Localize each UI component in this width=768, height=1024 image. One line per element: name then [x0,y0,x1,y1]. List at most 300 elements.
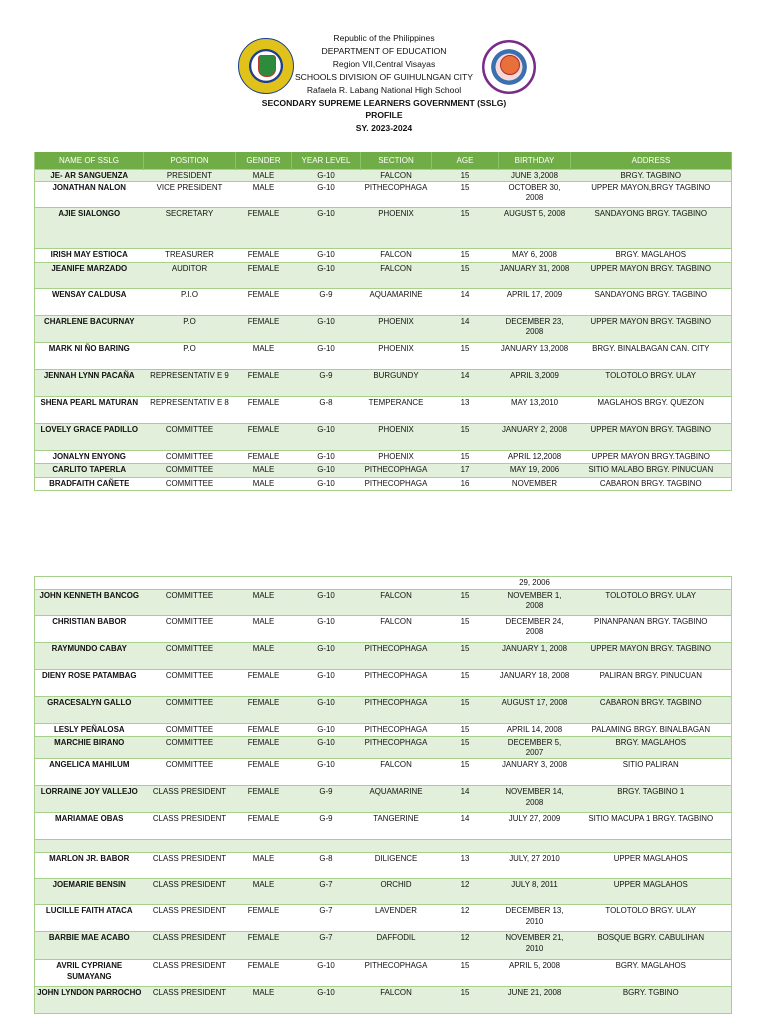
address-cell [571,577,732,590]
name-cell: BARBIE MAE ACABO [35,932,144,960]
birthday-cell: NOVEMBER [499,478,571,491]
birthday-cell: NOVEMBER 14, 2008 [499,786,571,813]
birthday-cell: AUGUST 17, 2008 [499,697,571,724]
address-cell: BRGY. BINALBAGAN CAN. CITY [571,343,732,370]
section-cell: AQUAMARINE [361,289,432,316]
gender-cell: MALE [236,987,292,1014]
age-cell: 15 [432,182,499,208]
birthday-cell: DECEMBER 24, 2008 [499,616,571,643]
year-level-cell: G-9 [292,786,361,813]
name-cell: JONALYN ENYONG [35,451,144,464]
table-row [35,289,732,316]
address-cell: SANDAYONG BRGY. TAGBINO [571,289,732,316]
position-cell: COMMITTEE [144,424,236,451]
section-cell: PITHECOPHAGA [361,478,432,491]
header-line: Republic of the Philippines [333,33,435,43]
name-cell: LUCILLE FAITH ATACA [35,905,144,932]
year-level-cell: G-9 [292,289,361,316]
column-header: AGE [432,152,499,170]
name-cell: IRISH MAY ESTIOCA [35,249,144,263]
gender-cell [236,577,292,590]
birthday-cell: NOVEMBER 1, 2008 [499,590,571,616]
section-cell: FALCON [361,263,432,289]
address-cell: SITIO MALABO BRGY. PINUCUAN [571,464,732,478]
address-cell: BRGY. MAGLAHOS [571,737,732,759]
address-cell: PALIRAN BRGY. PINUCUAN [571,670,732,697]
age-cell: 15 [432,208,499,249]
name-cell: LESLY PEÑALOSA [35,724,144,737]
age-cell: 14 [432,786,499,813]
position-cell: P.O [144,316,236,343]
header-line: DEPARTMENT OF EDUCATION [321,45,447,56]
section-cell: TEMPERANCE [361,397,432,424]
year-level-cell: G-8 [292,853,361,879]
address-cell: SITIO PALIRAN [571,759,732,786]
section-cell: PHOENIX [361,343,432,370]
gender-cell: FEMALE [236,451,292,464]
age-cell: 15 [432,697,499,724]
gender-cell: FEMALE [236,813,292,840]
position-cell: PRESIDENT [144,170,236,182]
birthday-cell: AUGUST 5, 2008 [499,208,571,249]
section-cell: BURGUNDY [361,370,432,397]
birthday-cell: JANUARY 18, 2008 [499,670,571,697]
age-cell: 12 [432,932,499,960]
gender-cell: FEMALE [236,289,292,316]
age-cell: 15 [432,643,499,670]
address-cell: SITIO MACUPA 1 BRGY. TAGBINO [571,813,732,840]
year-level-cell: G-10 [292,759,361,786]
age-cell: 15 [432,451,499,464]
column-header: SECTION [361,152,432,170]
year-level-cell: G-7 [292,932,361,960]
position-cell: REPRESENTATIV E 9 [144,370,236,397]
name-cell: JONATHAN NALON [35,182,144,208]
name-cell: CARLITO TAPERLA [35,464,144,478]
table-row [35,737,732,759]
address-cell: SANDAYONG BRGY. TAGBINO [571,208,732,249]
year-level-cell: G-10 [292,343,361,370]
year-level-cell: G-10 [292,960,361,987]
section-cell: PITHECOPHAGA [361,724,432,737]
address-cell: TOLOTOLO BRGY. ULAY [571,370,732,397]
birthday-cell: 29, 2006 [499,577,571,590]
position-cell: COMMITTEE [144,590,236,616]
table-row [35,370,732,397]
position-cell: CLASS PRESIDENT [144,879,236,905]
document-title: SECONDARY SUPREME LEARNERS GOVERNMENT (SSLG) [261,97,507,108]
birthday-cell: MAY 13,2010 [499,397,571,424]
name-cell: MARK NI ÑO BARING [35,343,144,370]
birthday-cell: APRIL 12,2008 [499,451,571,464]
gender-cell: MALE [236,643,292,670]
table-row [35,853,732,879]
gender-cell: FEMALE [236,263,292,289]
position-cell: COMMITTEE [144,724,236,737]
document-header [0,32,768,135]
year-level-cell: G-10 [292,208,361,249]
name-cell: ANGELICA MAHILUM [35,759,144,786]
year-level-cell: G-10 [292,424,361,451]
gender-cell: FEMALE [236,905,292,932]
name-cell [35,840,144,853]
gender-cell: FEMALE [236,737,292,759]
year-level-cell: G-10 [292,464,361,478]
table-row [35,670,732,697]
table-row [35,932,732,960]
table-row [35,960,732,987]
name-cell: CHARLENE BACURNAY [35,316,144,343]
birthday-cell: OCTOBER 30, 2008 [499,182,571,208]
address-cell: UPPER MAYON BRGY. TAGBINO [571,316,732,343]
gender-cell: FEMALE [236,932,292,960]
age-cell [432,840,499,853]
section-cell: TANGERINE [361,813,432,840]
gender-cell: MALE [236,853,292,879]
section-cell: AQUAMARINE [361,786,432,813]
gender-cell: MALE [236,616,292,643]
birthday-cell: JUNE 3,2008 [499,170,571,182]
year-level-cell: G-10 [292,670,361,697]
section-cell: PITHECOPHAGA [361,697,432,724]
birthday-cell: APRIL 14, 2008 [499,724,571,737]
name-cell: LOVELY GRACE PADILLO [35,424,144,451]
name-cell: AJIE SIALONGO [35,208,144,249]
year-level-cell [292,577,361,590]
section-cell: FALCON [361,249,432,263]
age-cell: 13 [432,397,499,424]
section-cell: LAVENDER [361,905,432,932]
sslg-roster-table-continued [34,576,732,1014]
name-cell: GRACESALYN GALLO [35,697,144,724]
section-cell: ORCHID [361,879,432,905]
name-cell: MARIAMAE OBAS [35,813,144,840]
table-row [35,616,732,643]
birthday-cell: JANUARY 2, 2008 [499,424,571,451]
address-cell: PINANPANAN BRGY. TAGBINO [571,616,732,643]
address-cell: BRGY. TAGBINO [571,170,732,182]
birthday-cell: APRIL 5, 2008 [499,960,571,987]
column-header: YEAR LEVEL [292,152,361,170]
birthday-cell: JANUARY 31, 2008 [499,263,571,289]
gender-cell: FEMALE [236,724,292,737]
position-cell: CLASS PRESIDENT [144,905,236,932]
gender-cell: MALE [236,182,292,208]
table-row [35,263,732,289]
name-cell: BRADFAITH CAÑETE [35,478,144,491]
address-cell: UPPER MAGLAHOS [571,853,732,879]
age-cell: 15 [432,737,499,759]
position-cell: COMMITTEE [144,697,236,724]
position-cell: AUDITOR [144,263,236,289]
section-cell: FALCON [361,590,432,616]
address-cell: UPPER MAGLAHOS [571,879,732,905]
year-level-cell: G-10 [292,316,361,343]
age-cell: 15 [432,960,499,987]
position-cell: TREASURER [144,249,236,263]
position-cell: COMMITTEE [144,464,236,478]
birthday-cell: MAY 6, 2008 [499,249,571,263]
table-row [35,249,732,263]
name-cell: DIENY ROSE PATAMBAG [35,670,144,697]
section-cell: PHOENIX [361,424,432,451]
year-level-cell: G-7 [292,905,361,932]
table-row [35,813,732,840]
name-cell: CHRISTIAN BABOR [35,616,144,643]
birthday-cell: JUNE 21, 2008 [499,987,571,1014]
sslg-roster-table [34,152,732,491]
name-cell: JENNAH LYNN PACAÑA [35,370,144,397]
position-cell: COMMITTEE [144,643,236,670]
birthday-cell: NOVEMBER 21, 2010 [499,932,571,960]
section-cell: PITHECOPHAGA [361,960,432,987]
table-row [35,451,732,464]
year-level-cell: G-10 [292,263,361,289]
name-cell: JOHN LYNDON PARROCHO [35,987,144,1014]
year-level-cell: G-10 [292,249,361,263]
header-line: SCHOOLS DIVISION OF GUIHULNGAN CITY [294,71,474,82]
table-row [35,759,732,786]
table-row [35,343,732,370]
position-cell: P.I.O [144,289,236,316]
position-cell: CLASS PRESIDENT [144,813,236,840]
position-cell: COMMITTEE [144,616,236,643]
gender-cell: FEMALE [236,208,292,249]
address-cell: CABARON BRGY. TAGBINO [571,697,732,724]
birthday-cell: JANUARY 1, 2008 [499,643,571,670]
age-cell: 15 [432,759,499,786]
year-level-cell: G-10 [292,182,361,208]
year-level-cell: G-10 [292,697,361,724]
birthday-cell: DECEMBER 5, 2007 [499,737,571,759]
section-cell [361,840,432,853]
birthday-cell: DECEMBER 13, 2010 [499,905,571,932]
position-cell: COMMITTEE [144,670,236,697]
section-cell: FALCON [361,616,432,643]
age-cell: 15 [432,343,499,370]
year-level-cell: G-9 [292,813,361,840]
gender-cell: FEMALE [236,786,292,813]
age-cell: 16 [432,478,499,491]
position-cell: VICE PRESIDENT [144,182,236,208]
address-cell: UPPER MAYON,BRGY TAGBINO [571,182,732,208]
table-row [35,577,732,590]
position-cell: CLASS PRESIDENT [144,960,236,987]
age-cell: 15 [432,170,499,182]
gender-cell: MALE [236,590,292,616]
age-cell: 15 [432,616,499,643]
school-year: SY. 2023-2024 [355,123,413,134]
position-cell: SECRETARY [144,208,236,249]
gender-cell: FEMALE [236,397,292,424]
birthday-cell: JULY 27, 2009 [499,813,571,840]
name-cell: JE- AR SANGUENZA [35,170,144,182]
table-row [35,840,732,853]
section-cell: PITHECOPHAGA [361,464,432,478]
section-cell: FALCON [361,759,432,786]
address-cell: PALAMING BRGY. BINALBAGAN [571,724,732,737]
position-cell [144,577,236,590]
name-cell: LORRAINE JOY VALLEJO [35,786,144,813]
gender-cell: MALE [236,464,292,478]
gender-cell: FEMALE [236,249,292,263]
year-level-cell: G-10 [292,451,361,464]
age-cell: 15 [432,590,499,616]
name-cell: WENSAY CALDUSA [35,289,144,316]
table-row [35,879,732,905]
column-header: GENDER [236,152,292,170]
gender-cell: FEMALE [236,424,292,451]
table-row [35,724,732,737]
position-cell [144,840,236,853]
address-cell: TOLOTOLO BRGY. ULAY [571,590,732,616]
section-cell: FALCON [361,987,432,1014]
position-cell: COMMITTEE [144,737,236,759]
birthday-cell: APRIL 17, 2009 [499,289,571,316]
position-cell: P.O [144,343,236,370]
section-cell: PHOENIX [361,208,432,249]
position-cell: REPRESENTATIV E 8 [144,397,236,424]
table-row [35,182,732,208]
table-row [35,590,732,616]
birthday-cell: DECEMBER 23, 2008 [499,316,571,343]
table-row [35,170,732,182]
table-row [35,643,732,670]
table-row [35,464,732,478]
position-cell: CLASS PRESIDENT [144,987,236,1014]
section-cell: FALCON [361,170,432,182]
gender-cell: FEMALE [236,370,292,397]
table-row [35,397,732,424]
birthday-cell [499,840,571,853]
age-cell: 13 [432,853,499,879]
address-cell: UPPER MAYON BRGY.TAGBINO [571,451,732,464]
table-row [35,987,732,1014]
year-level-cell: G-10 [292,170,361,182]
address-cell: BOSQUE BGRY. CABULIHAN [571,932,732,960]
section-cell: PITHECOPHAGA [361,182,432,208]
name-cell: JOEMARIE BENSIN [35,879,144,905]
position-cell: COMMITTEE [144,759,236,786]
header-line: Rafaela R. Labang National High School [306,84,462,95]
table-row [35,786,732,813]
section-cell: PITHECOPHAGA [361,670,432,697]
gender-cell: MALE [236,170,292,182]
section-cell: PHOENIX [361,451,432,464]
age-cell: 15 [432,670,499,697]
age-cell: 15 [432,987,499,1014]
birthday-cell: JANUARY 13,2008 [499,343,571,370]
table-row [35,697,732,724]
name-cell: MARLON JR. BABOR [35,853,144,879]
age-cell: 12 [432,905,499,932]
section-cell: DAFFODIL [361,932,432,960]
birthday-cell: APRIL 3,2009 [499,370,571,397]
year-level-cell: G-7 [292,879,361,905]
age-cell: 15 [432,724,499,737]
name-cell: JEANIFE MARZADO [35,263,144,289]
table-header-row [35,152,732,170]
table-row [35,905,732,932]
section-cell: DILIGENCE [361,853,432,879]
year-level-cell: G-10 [292,737,361,759]
year-level-cell: G-10 [292,987,361,1014]
table-row [35,424,732,451]
name-cell: RAYMUNDO CABAY [35,643,144,670]
age-cell: 15 [432,424,499,451]
age-cell [432,577,499,590]
year-level-cell: G-10 [292,478,361,491]
gender-cell: FEMALE [236,316,292,343]
gender-cell: FEMALE [236,960,292,987]
address-cell: BGRY. TGBINO [571,987,732,1014]
table-row [35,316,732,343]
address-cell: MAGLAHOS BRGY. QUEZON [571,397,732,424]
birthday-cell: MAY 19, 2006 [499,464,571,478]
address-cell: TOLOTOLO BRGY. ULAY [571,905,732,932]
address-cell: BRGY. MAGLAHOS [571,249,732,263]
year-level-cell: G-10 [292,616,361,643]
column-header: NAME OF SSLG [35,152,144,170]
name-cell: AVRIL CYPRIANE SUMAYANG [35,960,144,987]
age-cell: 14 [432,370,499,397]
section-cell [361,577,432,590]
section-cell: PHOENIX [361,316,432,343]
year-level-cell: G-10 [292,724,361,737]
age-cell: 14 [432,316,499,343]
gender-cell: FEMALE [236,670,292,697]
address-cell: UPPER MAYON BRGY. TAGBINO [571,263,732,289]
section-cell: PITHECOPHAGA [361,737,432,759]
age-cell: 17 [432,464,499,478]
gender-cell: MALE [236,343,292,370]
header-line: Region VII,Central Visayas [332,58,436,69]
name-cell: MARCHIE BIRANO [35,737,144,759]
age-cell: 15 [432,249,499,263]
position-cell: CLASS PRESIDENT [144,932,236,960]
gender-cell: MALE [236,879,292,905]
name-cell: JOHN KENNETH BANCOG [35,590,144,616]
gender-cell [236,840,292,853]
gender-cell: FEMALE [236,697,292,724]
birthday-cell: JANUARY 3, 2008 [499,759,571,786]
position-cell: CLASS PRESIDENT [144,786,236,813]
birthday-cell: JULY 8, 2011 [499,879,571,905]
section-cell: PITHECOPHAGA [361,643,432,670]
age-cell: 12 [432,879,499,905]
birthday-cell: JULY, 27 2010 [499,853,571,879]
name-cell: SHENA PEARL MATURAN [35,397,144,424]
table-row [35,478,732,491]
gender-cell: FEMALE [236,759,292,786]
position-cell: CLASS PRESIDENT [144,853,236,879]
year-level-cell: G-10 [292,590,361,616]
address-cell: CABARON BRGY. TAGBINO [571,478,732,491]
column-header: ADDRESS [571,152,732,170]
document-subtitle: PROFILE [365,110,403,121]
year-level-cell [292,840,361,853]
table-row [35,208,732,249]
age-cell: 14 [432,289,499,316]
age-cell: 14 [432,813,499,840]
column-header: BIRTHDAY [499,152,571,170]
gender-cell: MALE [236,478,292,491]
address-cell: BGRY. MAGLAHOS [571,960,732,987]
year-level-cell: G-10 [292,643,361,670]
address-cell: UPPER MAYON BRGY. TAGBINO [571,643,732,670]
column-header: POSITION [144,152,236,170]
position-cell: COMMITTEE [144,478,236,491]
